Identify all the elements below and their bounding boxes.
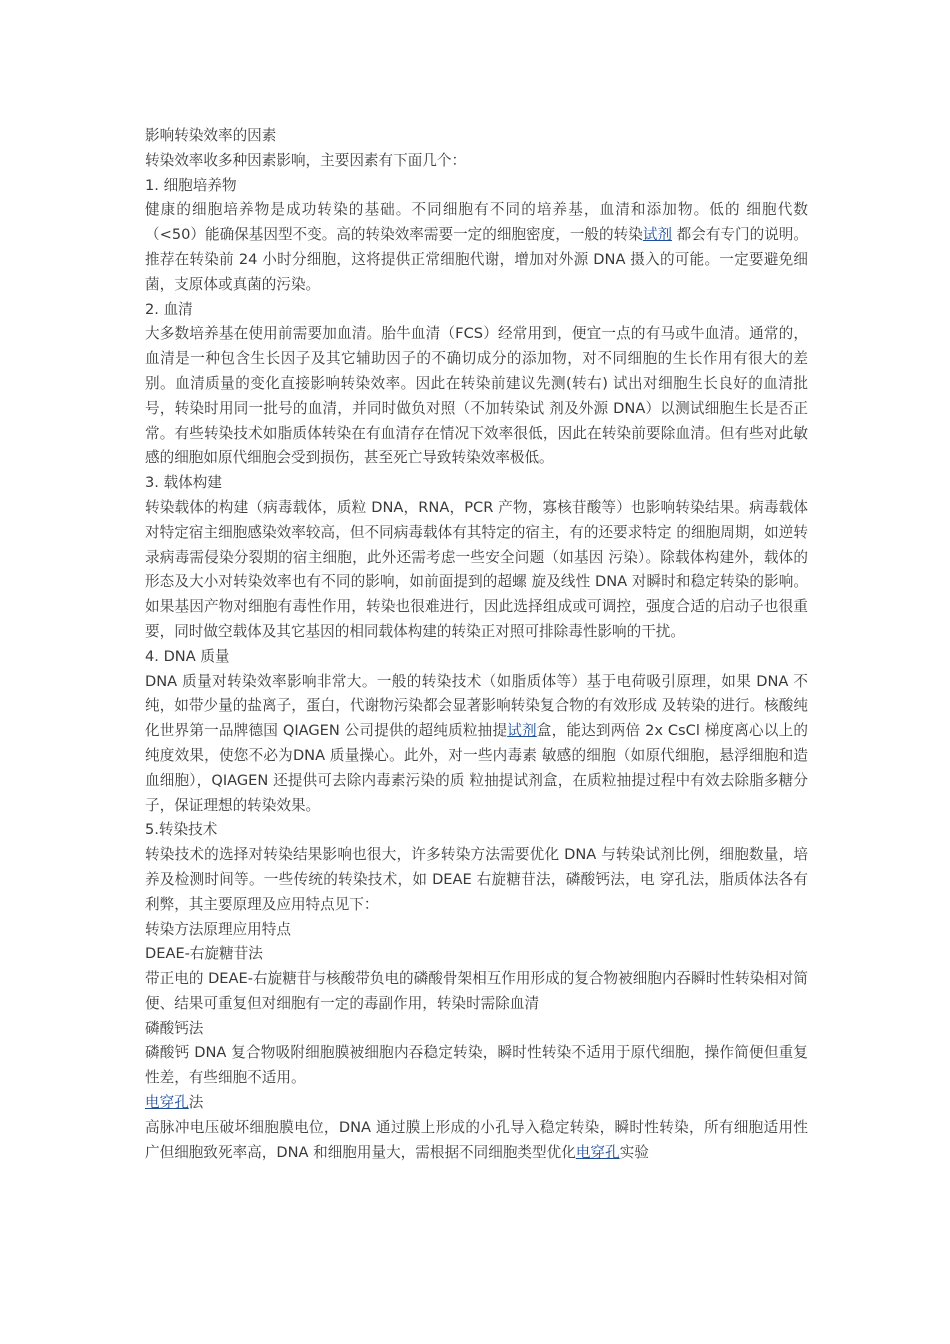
text-run: 实验 xyxy=(619,1143,649,1161)
reagent-link[interactable]: 试剂 xyxy=(642,226,673,244)
text-run: 健康的细胞培养物是成功转染的基础。不同细胞有不同的培养基，血清和添加物。低的 细胞代数（<50）能确保基因型不变。高的转染效率需要一定的细胞密度，一般的转染 xyxy=(145,201,808,244)
section-body-cell-culture xyxy=(145,198,808,297)
text-run: DNA 质量对转染效率影响非常大。一般的转染技术（如脂质体等）基于电荷吸引原理，如果 DNA 不纯，如带少量的盐离子，蛋白，代谢物污染都会显著影响转染复合物的有效形成 及转染的进行。核酸纯化世界第一品牌德国 QIAGEN 公司提供的超纯质粒抽提 xyxy=(145,672,808,740)
text-run: 高脉冲电压破坏细胞膜电位，DNA 通过膜上形成的小孔导入稳定转染，瞬时性转染，所有细胞适用性广但细胞致死率高，DNA 和细胞用量大，需根据不同细胞类型优化 xyxy=(145,1118,808,1161)
section-heading-serum: 2. 血清 xyxy=(145,300,193,318)
intro-text: 转染效率收多种因素影响，主要因素有下面几个： xyxy=(145,151,467,169)
text-run: 盒，能达到两倍 2x CsCl 梯度离心以上的纯度效果，使您不必为DNA 质量操心。此外，对一些内毒素 敏感的细胞（如原代细胞，悬浮细胞和造血细胞），QIAGEN 还提供可去除内毒素污染的质 粒抽提试剂盒，在质粒抽提过程中有效去除脂多糖分子，保证理想的转染效果。 xyxy=(145,722,808,814)
reagent-link[interactable]: 试剂 xyxy=(507,722,537,740)
section-body-technique: 转染技术的选择对转染结果影响也很大，许多转染方法需要优化 DNA 与转染试剂比例，细胞数量，培养及检测时间等。一些传统的转染技术，如 DEAE 右旋糖苷法，磷酸钙法，电 穿孔法，脂质体法各有利弊，其主要原理及应用特点见下： xyxy=(145,846,808,913)
section-heading-cell-culture: 1. 细胞培养物 xyxy=(145,176,237,194)
method-name-calcium-phosphate: 磷酸钙法 xyxy=(145,1019,204,1037)
method-name-deae: DEAE-右旋糖苷法 xyxy=(145,945,263,963)
document-page xyxy=(145,124,808,1165)
method-desc-deae: 带正电的 DEAE-右旋糖苷与核酸带负电的磷酸骨架相互作用形成的复合物被细胞内吞瞬时性转染相对简便、结果可重复但对细胞有一定的毒副作用，转染时需除血清 xyxy=(145,970,808,1012)
section-heading-technique: 5.转染技术 xyxy=(145,821,218,839)
text-run: 都会有专门的说明。推荐在转染前 24 小时分细胞，这将提供正常细胞代谢，增加对外源 DNA 摄入的可能。一定要避免细菌，支原体或真菌的污染。 xyxy=(145,226,808,293)
section-body-serum: 大多数培养基在使用前需要加血清。胎牛血清（FCS）经常用到，便宜一点的有马或牛血清。通常的，血清是一种包含生长因子及其它辅助因子的不确切成分的添加物，对不同细胞的生长作用有很大的差别。血清质量的变化直接影响转染效率。因此在转染前建议先测(转右) 试出对细胞生长良好的血清批号，转染时用同一批号的血清，并同时做负对照（不加转染试 剂及外源 DNA）以测试细胞生长是否正常。有些转染技术如脂质体转染在有血清存在情况下效率很低，因此在转染前要除血清。但有些对此敏感的细胞如原代细胞会受到损伤，甚至死亡导致转染效率极低。 xyxy=(145,325,808,467)
section-heading-vector: 3. 载体构建 xyxy=(145,474,222,492)
electroporation-link[interactable]: 电穿孔 xyxy=(575,1143,620,1161)
electroporation-link[interactable]: 电穿孔 xyxy=(145,1094,189,1112)
method-desc-calcium-phosphate: 磷酸钙 DNA 复合物吸附细胞膜被细胞内吞稳定转染，瞬时性转染不适用于原代细胞，操作简便但重复性差，有些细胞不适用。 xyxy=(145,1044,808,1087)
text-run: 法 xyxy=(188,1094,204,1112)
method-name-electroporation xyxy=(145,1091,808,1116)
document-title: 影响转染效率的因素 xyxy=(145,127,277,144)
method-table-header: 转染方法原理应用特点 xyxy=(145,920,291,938)
section-body-dna-quality xyxy=(145,670,808,819)
section-body-vector: 转染载体的构建（病毒载体，质粒 DNA，RNA，PCR 产物，寡核苷酸等）也影响转染结果。病毒载体对特定宿主细胞感染效率较高，但不同病毒载体有其特定的宿主，有的还要求特定 的细胞周期，如逆转录病毒需侵染分裂期的宿主细胞，此外还需考虑一些安全问题（如基因 污染）。除载体构建外，载体的形态及大小对转染效率也有不同的影响，如前面提到的超螺 旋及线性 DNA 对瞬时和稳定转染的影响。如果基因产物对细胞有毒性作用，转染也很难进行，因此选择组成或可调控，强度合适的启动子也很重要，同时做空载体及其它基因的相同载体构建的转染正对照可排除毒性影响的干扰。 xyxy=(145,498,808,640)
section-heading-dna-quality: 4. DNA 质量 xyxy=(145,647,230,665)
method-desc-electroporation xyxy=(145,1116,808,1166)
